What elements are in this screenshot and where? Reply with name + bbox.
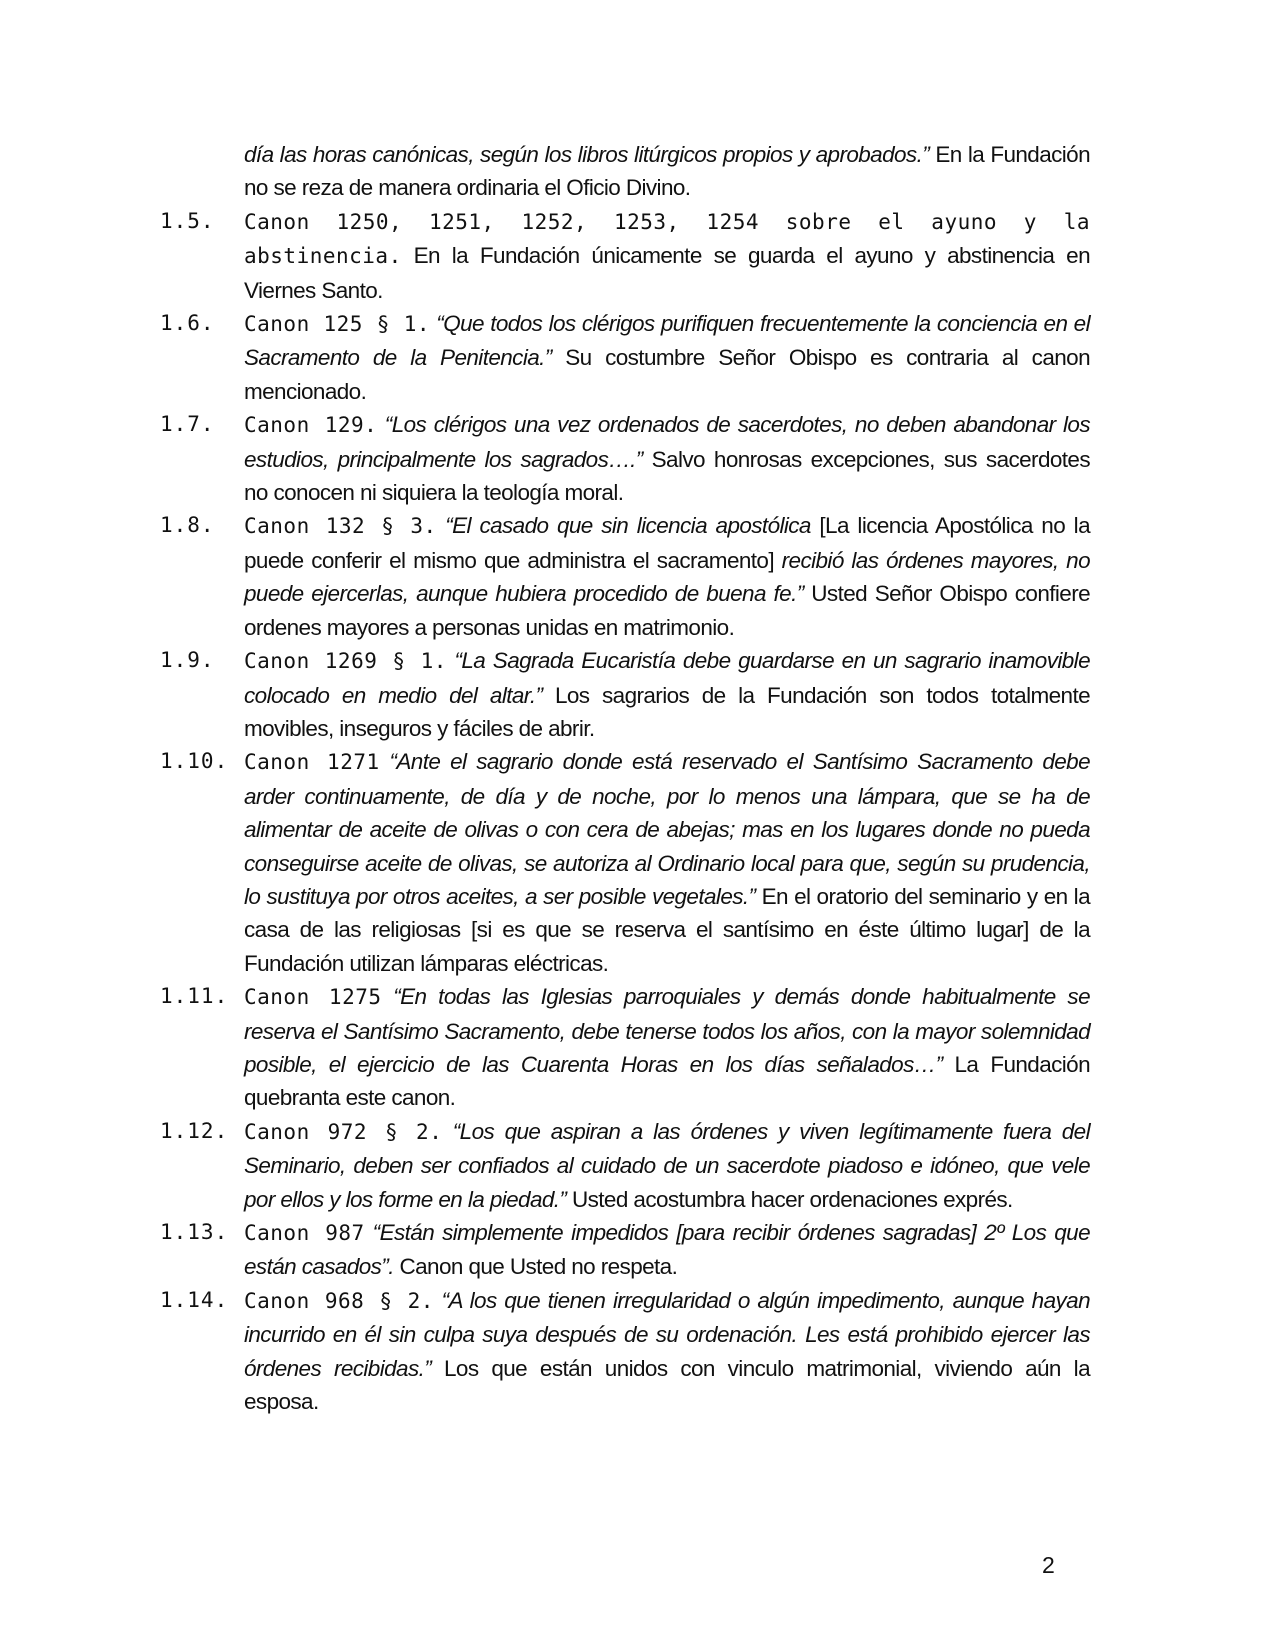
item-number: 1.8. <box>160 513 215 538</box>
item-number: 1.10. <box>160 749 229 774</box>
quote: “La Sagrada Eucaristía debe guardarse en un sagrario inamovible colocado en medio del altar.” <box>244 648 1090 708</box>
canon-reference: Canon 1275 <box>244 985 382 1010</box>
list-item <box>160 644 1090 745</box>
item-number: 1.5. <box>160 208 215 233</box>
item-number: 1.11. <box>160 984 229 1009</box>
item-body <box>244 1115 1090 1216</box>
item-body <box>244 1284 1090 1419</box>
item-body <box>244 408 1090 509</box>
item-number: 1.7. <box>160 412 215 437</box>
quote: “El casado que sin licencia apostólica <box>436 513 811 539</box>
quote: “Ante el sagrario donde está reservado el Santísimo Sacramento debe arder continuamente, de día y de noche, por lo menos una lámpara, que se ha de alimentar de aceite de olivas o con cera de abejas; mas en los lugares donde no pueda conseguirse aceite de olivas, se autoriza al Ordinario local para que, según su prudencia, lo sustituya por otros aceites, a ser posible vegetales.” <box>244 749 1091 909</box>
canon-list <box>160 138 1090 1418</box>
quote: “Que todos los clérigos purifiquen frecuentemente la conciencia en el Sacramento de la Penitencia.” <box>244 311 1090 371</box>
item-number: 1.12. <box>160 1118 229 1143</box>
item-number: 1.9. <box>160 648 215 673</box>
comment: En la Fundación no se reza de manera ordinaria el Oficio Divino. <box>244 142 1090 201</box>
comment: Salvo honrosas excepciones, sus sacerdotes no conocen ni siquiera la teología moral. <box>244 446 1090 506</box>
list-item <box>160 307 1090 408</box>
item-body <box>244 644 1090 745</box>
quote: “Están simplemente impedidos [para recibir órdenes sagradas] 2º Los que están casados”. <box>244 1220 1090 1280</box>
item-body <box>244 980 1090 1115</box>
canon-reference: Canon 1271 <box>244 750 380 775</box>
list-item <box>160 745 1090 980</box>
item-body <box>244 205 1090 307</box>
quote: “En todas las Iglesias parroquiales y demás donde habitualmente se reserva el Santísimo Sacramento, debe tenerse todos los años, con la mayor solemnidad posible, el ejercicio de las Cuarenta Horas en los días señalados…” <box>244 984 1090 1077</box>
item-body <box>244 307 1090 408</box>
quote-continued: recibió las órdenes mayores, no puede ejercerlas, aunque hubiera procedido de buena fe.” <box>244 547 1090 607</box>
item-number: 1.6. <box>160 311 215 336</box>
list-item <box>160 1284 1090 1419</box>
canon-reference: Canon 972 § 2. <box>244 1119 443 1144</box>
list-item <box>160 1115 1090 1216</box>
canon-reference: Canon 987 <box>244 1221 365 1245</box>
item-body <box>244 1216 1090 1284</box>
canon-reference: Canon 968 § 2. <box>244 1288 434 1313</box>
canon-reference: Canon 1250, 1251, 1252, 1253, 1254 sobre el ayuno y la abstinencia. <box>244 209 1090 269</box>
list-item <box>160 205 1090 307</box>
comment: Los que están unidos con vinculo matrimonial, viviendo aún la esposa. <box>244 1355 1090 1415</box>
comment: Su costumbre Señor Obispo es contraria al canon mencionado. <box>244 345 1090 404</box>
canon-reference: Canon 129. <box>244 413 378 438</box>
comment: Usted acostumbra hacer ordenaciones exprés. <box>566 1186 1013 1212</box>
quote: día las horas canónicas, según los libros litúrgicos propios y aprobados.” <box>244 142 930 167</box>
list-item <box>160 509 1090 644</box>
canon-reference: Canon 125 § 1. <box>244 312 430 337</box>
comment: Canon que Usted no respeta. <box>393 1254 678 1280</box>
canon-reference: Canon 1269 § 1. <box>244 649 447 674</box>
canon-reference: Canon 132 § 3. <box>244 514 437 539</box>
quote: “Los que aspiran a las órdenes y viven legítimamente fuera del Seminario, deben ser confiados al cuidado de un sacerdote piadoso e idóneo, que vele por ellos y los forme en la piedad.” <box>244 1118 1090 1212</box>
page-number: 2 <box>1042 1552 1055 1578</box>
continued-paragraph <box>244 138 1090 205</box>
comment: Los sagrarios de la Fundación son todos totalmente movibles, inseguros y fáciles de abrir. <box>244 682 1091 741</box>
list-item <box>160 980 1090 1115</box>
item-body <box>244 509 1090 644</box>
comment: En el oratorio del seminario y en la casa de las religiosas [si es que se reserva el santísimo en éste último lugar] de la Fundación utilizan lámparas eléctricas. <box>244 883 1090 976</box>
item-body <box>244 745 1090 980</box>
comment: Usted Señor Obispo confiere ordenes mayores a personas unidas en matrimonio. <box>244 581 1091 640</box>
item-number: 1.14. <box>160 1287 229 1312</box>
quote: “Los clérigos una vez ordenados de sacerdotes, no deben abandonar los estudios, principalmente los sagrados….” <box>244 412 1090 472</box>
comment: En la Fundación únicamente se guarda el ayuno y abstinencia en Viernes Santo. <box>244 243 1090 303</box>
quote: “A los que tienen irregularidad o algún impedimento, aunque hayan incurrido en él sin culpa suya después de su ordenación. Les está prohibido ejercer las órdenes recibidas.” <box>244 1287 1090 1381</box>
comment: La Fundación quebranta este canon. <box>244 1051 1090 1111</box>
list-item <box>160 1216 1090 1284</box>
bracket-note: [La licencia Apostólica no la puede conferir el mismo que administra el sacramento] <box>244 513 1090 573</box>
list-item <box>160 408 1090 509</box>
item-number: 1.13. <box>160 1220 229 1244</box>
